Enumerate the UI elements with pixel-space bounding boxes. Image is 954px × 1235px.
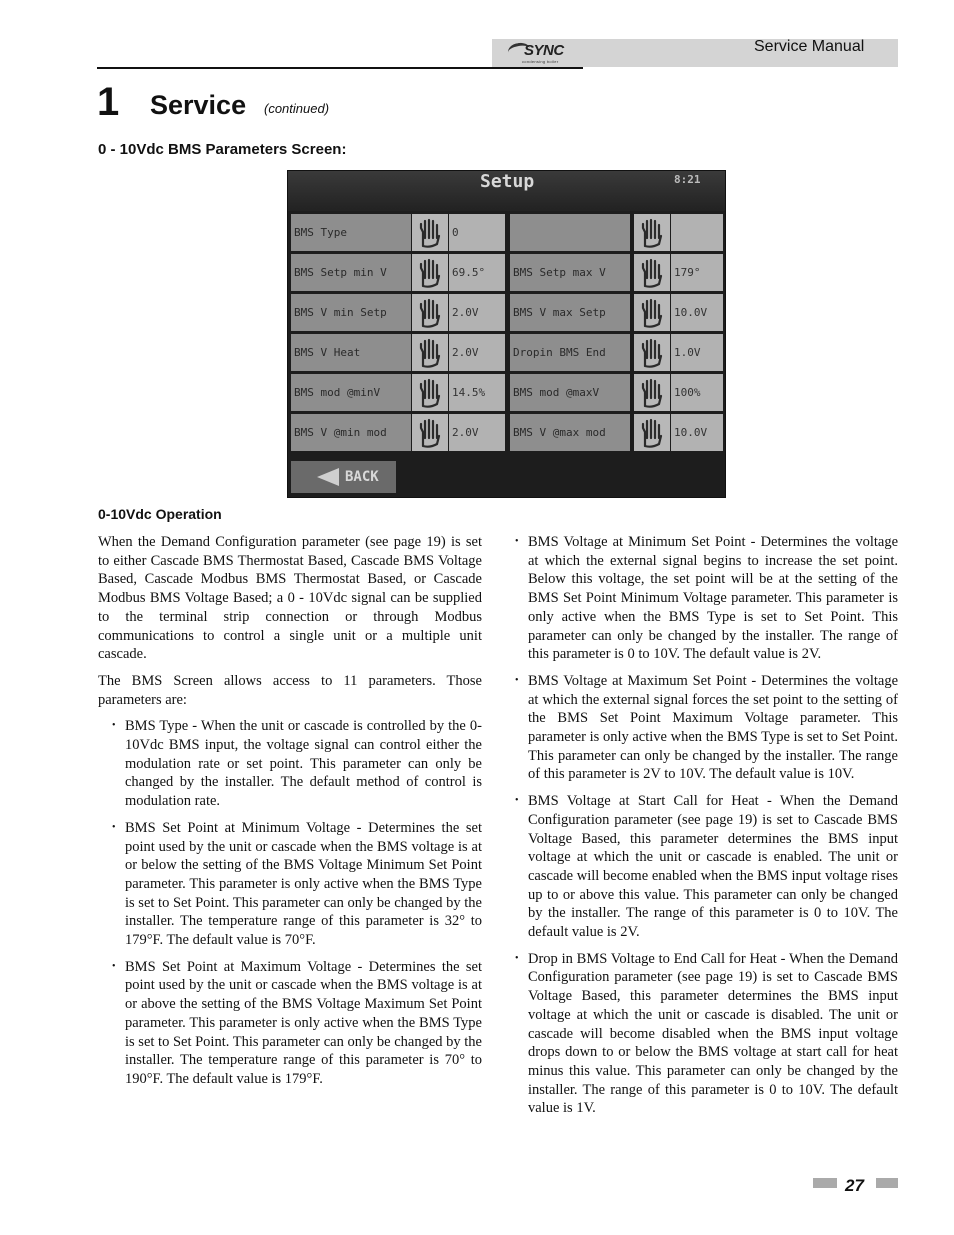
- param-label: [510, 214, 630, 251]
- description-text: BMS Set Point at Minimum Voltage - Determines the set point used by the unit or cascade when the BMS voltage is at or below the setting of the BMS Voltage Minimum Set Point parameter. This parameter is only active when the BMS Type is set to Set Point. This parameter can only be changed by the installer. The temperature range of this parameter is 32° to 179°F. The default value is 70°F.: [125, 819, 482, 949]
- bullet-icon: •: [112, 960, 116, 972]
- hand-icon[interactable]: [412, 214, 448, 251]
- bullet-icon: •: [515, 952, 519, 964]
- bullet-icon: •: [515, 674, 519, 686]
- section-number: 1: [97, 80, 120, 124]
- back-label: BACK: [345, 469, 379, 485]
- hand-icon[interactable]: [634, 334, 670, 371]
- back-arrow-icon: [317, 468, 339, 486]
- param-label: BMS Type: [291, 214, 411, 251]
- param-value: [671, 214, 723, 251]
- parameter-description: [513, 533, 898, 664]
- description-text: BMS Set Point at Maximum Voltage - Determines the set point used by the unit or cascade when the BMS voltage is at or above the setting of the BMS Voltage Maximum Set Point parameter. This parameter is only active when the BMS Type is set to Set Point. This parameter can only be changed by the installer. The temperature range of this parameter is 70° to 190°F. The default value is 179°F.: [125, 958, 482, 1087]
- bullet-icon: •: [515, 795, 519, 807]
- param-value: 100%: [671, 374, 723, 411]
- page-number: 27: [845, 1176, 864, 1195]
- bullet-icon: •: [112, 821, 116, 833]
- hand-icon[interactable]: [412, 374, 448, 411]
- param-label: BMS V @max mod: [510, 414, 630, 451]
- param-label: BMS mod @maxV: [510, 374, 630, 411]
- left-bullet-list: [98, 717, 482, 1088]
- bullet-icon: •: [112, 720, 116, 732]
- page-bar-right: [876, 1178, 898, 1188]
- screen-title: Setup: [480, 171, 535, 192]
- param-label: BMS Setp min V: [291, 254, 411, 291]
- hand-icon[interactable]: [412, 334, 448, 371]
- right-bullet-list: [513, 533, 898, 1118]
- param-label: BMS Setp max V: [510, 254, 630, 291]
- param-label: BMS V max Setp: [510, 294, 630, 331]
- description-text: BMS Type - When the unit or cascade is controlled by the 0-10Vdc BMS input, the voltage signal can control either the modulation rate or set point. This parameter can only be changed by the installer. The default method of control is modulation rate.: [125, 718, 482, 810]
- hand-icon[interactable]: [634, 374, 670, 411]
- param-label: BMS V Heat: [291, 334, 411, 371]
- parameter-description: [98, 717, 482, 811]
- parameter-description: [513, 672, 898, 784]
- param-value: 69.5°: [449, 254, 505, 291]
- left-column: [98, 533, 482, 1097]
- param-value: 10.0V: [671, 414, 723, 451]
- param-value: 2.0V: [449, 414, 505, 451]
- param-label: BMS V min Setp: [291, 294, 411, 331]
- description-text: BMS Voltage at Maximum Set Point - Determines the voltage at which the external signal forces the set point to the setting of the BMS Set Point Maximum Voltage parameter. This parameter is only active when the BMS Type is set to Set Point. This parameter can only be changed by the installer. The range of this parameter is 2V to 10V. The default value is 10V.: [528, 672, 898, 783]
- right-column: [513, 533, 898, 1126]
- bullet-icon: •: [515, 536, 519, 547]
- param-value: 0: [449, 214, 505, 251]
- logo-tagline: condensing boiler: [522, 59, 559, 64]
- manual-title: Service Manual: [754, 38, 865, 55]
- back-button[interactable]: [291, 461, 396, 493]
- parameter-description: [513, 792, 898, 942]
- parameters-intro: The BMS Screen allows access to 11 parameters. Those parameters are:: [98, 672, 482, 708]
- setup-screen-image: [287, 170, 726, 498]
- subheading: 0 - 10Vdc BMS Parameters Screen:: [98, 141, 347, 158]
- param-label: BMS V @min mod: [291, 414, 411, 451]
- param-value: 14.5%: [449, 374, 505, 411]
- description-text: BMS Voltage at Minimum Set Point - Determines the voltage at which the external signal begins to increase the set point. Below this voltage, the set point will be at the setting of the BMS Set Point Minimum Voltage parameter. This parameter is only active when the BMS Type is set to Set Point. This parameter can only be changed by the installer. The range of this parameter is 0 to 10V. The default value is 2V.: [528, 534, 898, 663]
- hand-icon[interactable]: [412, 254, 448, 291]
- hand-icon[interactable]: [412, 414, 448, 451]
- parameter-description: [98, 819, 482, 950]
- parameter-description: [98, 958, 482, 1089]
- operation-heading: 0-10Vdc Operation: [98, 506, 222, 522]
- param-label: BMS mod @minV: [291, 374, 411, 411]
- hand-icon[interactable]: [634, 414, 670, 451]
- param-value: 2.0V: [449, 334, 505, 371]
- page-bar-left: [813, 1178, 837, 1188]
- intro-paragraph: When the Demand Configuration parameter (see page 19) is set to either Cascade BMS Thermostat Based, Cascade BMS Voltage Based, Cascade Modbus BMS Thermostat Based, or Cascade Modbus BMS Voltage Based; a 0 - 10Vdc signal can be supplied to the terminal strip connection or through Modbus communications to control a single unit or a multiple unit cascade.: [98, 534, 482, 663]
- hand-icon[interactable]: [634, 254, 670, 291]
- param-label: Dropin BMS End: [510, 334, 630, 371]
- param-value: 10.0V: [671, 294, 723, 331]
- param-value: 1.0V: [671, 334, 723, 371]
- sync-logo: [508, 40, 588, 66]
- header-rule: [97, 67, 583, 69]
- hand-icon[interactable]: [412, 294, 448, 331]
- hand-icon[interactable]: [634, 294, 670, 331]
- description-text: BMS Voltage at Start Call for Heat - When the Demand Configuration parameter (see page 19) is set to Cascade BMS Voltage Based, this parameter determines the BMS input voltage at which the unit or cascade is enabled. The unit or cascade will become enabled when the BMS input voltage rises up to or above this value. This parameter can only be changed by the installer. The range of this parameter is 0 to 10V. The default value is 2V.: [528, 793, 898, 941]
- logo-brand: SYNC: [524, 42, 564, 59]
- param-value: 2.0V: [449, 294, 505, 331]
- section-continued: (continued): [264, 101, 330, 116]
- hand-icon[interactable]: [634, 214, 670, 251]
- param-value: 179°: [671, 254, 723, 291]
- parameter-description: [513, 950, 898, 1118]
- section-title: Service: [150, 90, 247, 120]
- description-text: Drop in BMS Voltage to End Call for Heat - When the Demand Configuration parameter (see page 19) is set to Cascade BMS Voltage Based, this parameter determines the BMS input voltage at which the unit or cascade is disabled. The unit or cascade will become disabled when the BMS input voltage drops down to or below the BMS voltage at start call for heat minus this value. This parameter can only be changed by the installer. The range of this parameter is 0 to 10V. The default value is 1V.: [528, 950, 898, 1117]
- screen-clock: 8:21: [674, 173, 701, 186]
